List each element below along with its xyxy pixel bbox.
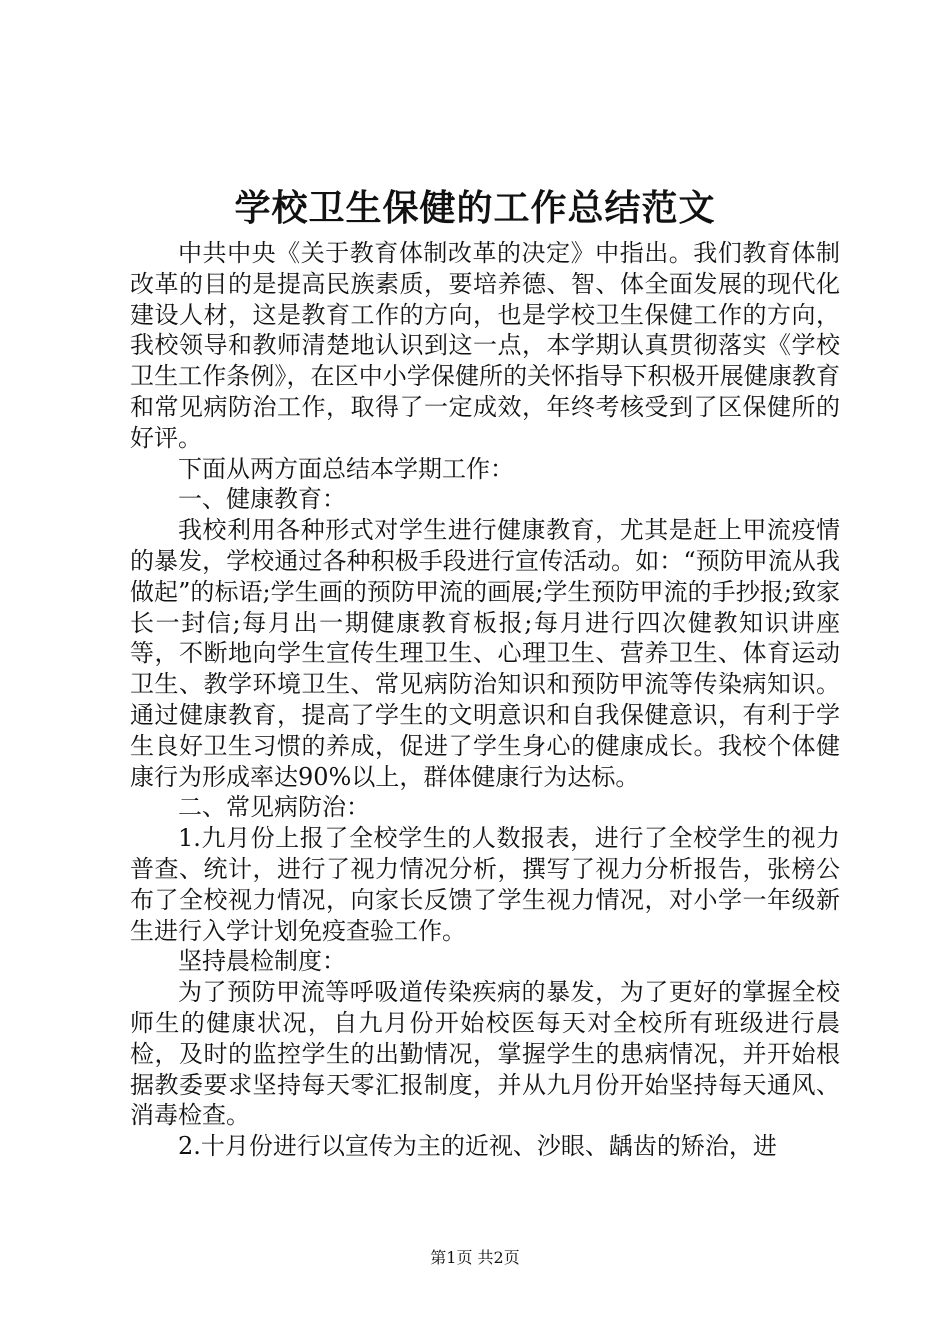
paragraph-morning-check: 为了预防甲流等呼吸道传染疾病的暴发，为了更好的掌握全校师生的健康状况，自九月份开始校医每天对全校所有班级进行晨检，及时的监控学生的出勤情况，掌握学生的患病情况，并开始根据教委要求坚持每天零汇报制度，并从九月份开始坚持每天通风、消毒检查。 — [130, 978, 840, 1130]
section-heading-health-education: 一、健康教育： — [178, 485, 346, 514]
subheading-morning-check: 坚持晨检制度： — [178, 947, 346, 976]
paragraph-item-1: 1.九月份上报了全校学生的人数报表，进行了全校学生的视力普查、统计，进行了视力情况分析，撰写了视力分析报告，张榜公布了全校视力情况，向家长反馈了学生视力情况，对小学一年级新生进行入学计划免疫查验工作。 — [130, 824, 840, 945]
paragraph-intro: 中共中央《关于教育体制改革的决定》中指出。我们教育体制改革的目的是提高民族素质，要培养德、智、体全面发展的现代化建设人材，这是教育工作的方向，也是学校卫生保健工作的方向，我校领导和教师清楚地认识到这一点，本学期认真贯彻落实《学校卫生工作条例》，在区中小学保健所的关怀指导下积极开展健康教育和常见病防治工作，取得了一定成效，年终考核受到了区保健所的好评。 — [130, 239, 840, 452]
paragraph-health-education: 我校利用各种形式对学生进行健康教育，尤其是赶上甲流疫情的暴发，学校通过各种积极手段进行宣传活动。如：“预防甲流从我做起”的标语;学生画的预防甲流的画展;学生预防甲流的手抄报;致家长一封信;每月出一期健康教育板报;每月进行四次健教知识讲座等，不断地向学生宣传生理卫生、心理卫生、营养卫生、体育运动卫生、教学环境卫生、常见病防治知识和预防甲流等传染病知识。通过健康教育，提高了学生的文明意识和自我保健意识，有利于学生良好卫生习惯的养成，促进了学生身心的健康成长。我校个体健康行为形成率达90%以上，群体健康行为达标。 — [130, 516, 840, 791]
document-body — [130, 238, 840, 1162]
page-number-footer: 第1页 共2页 — [430, 1248, 520, 1267]
paragraph-overview: 下面从两方面总结本学期工作： — [178, 454, 514, 483]
document-title: 学校卫生保健的工作总结范文 — [234, 187, 716, 229]
paragraph-item-2: 2.十月份进行以宣传为主的近视、沙眼、龋齿的矫治，进 — [178, 1132, 777, 1161]
section-heading-disease-prevention: 二、常见病防治： — [178, 793, 370, 822]
